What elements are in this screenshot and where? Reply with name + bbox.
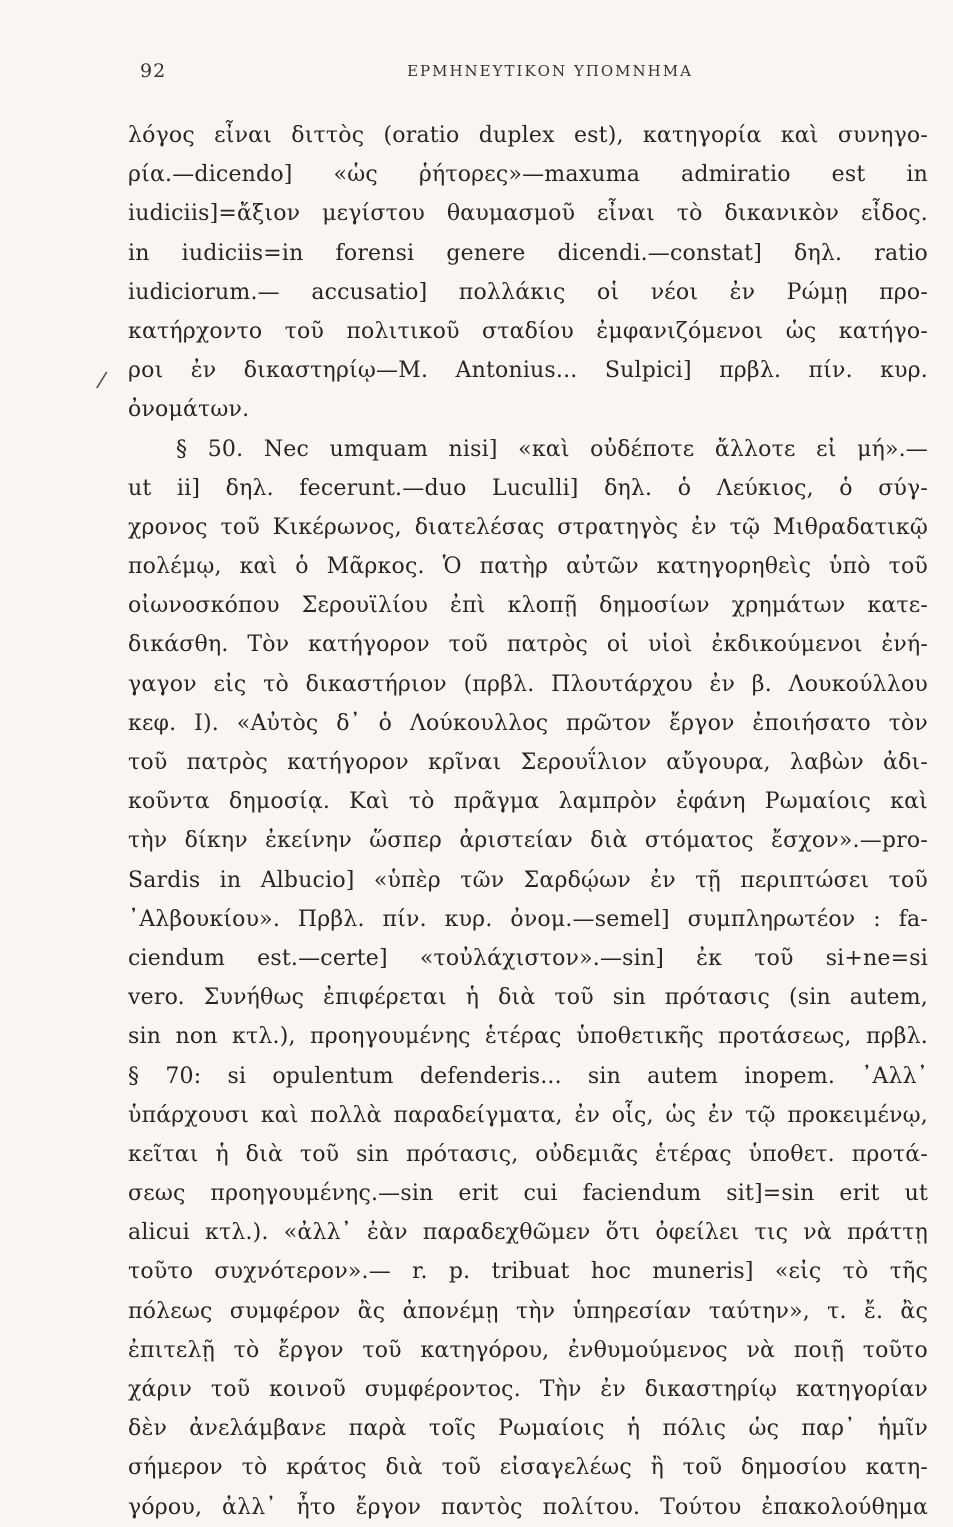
text-line: κεφ. I). «Αὐτὸς δ᾽ ὁ Λούκουλλος πρῶτον ἔργον ἐποιήσατο τὸν [128,710,928,736]
text-line: σήμερον τὸ κράτος διὰ τοῦ εἰσαγελέως ἢ τοῦ δημοσίου κατη- [128,1455,928,1481]
text-line: οἰωνοσκόπου Σερουϊλίου ἐπὶ κλοπῇ δημοσίων χρημάτων κατε- [128,593,928,619]
text-line: Sardis in Albucio] «ὑπὲρ τῶν Σαρδῴων ἐν τῇ περιπτώσει τοῦ [128,867,928,893]
text-line: πόλεως συμφέρον ἂς ἀπονέμῃ τὴν ὑπηρεσίαν ταύτην», τ. ἔ. ἂς [128,1298,928,1324]
text-line: δικάσθη. Τὸν κατήγορον τοῦ πατρὸς οἱ υἱοὶ ἐκδικούμενοι ἐνή- [128,632,928,658]
text-line: ρία.—dicendo] «ὡς ῥήτορες»—maxuma admiratio est in [128,162,928,188]
text-line: in iudiciis=in forensi genere dicendi.—constat] δηλ. ratio [128,240,928,266]
text-line: alicui κτλ.). «ἀλλ᾽ ἐὰν παραδεχθῶμεν ὅτι ὀφείλει τις νὰ πράττῃ [128,1220,928,1246]
running-title: ΕΡΜΗΝΕΥΤΙΚΟΝ ΥΠΟΜΝΗΜΑ [407,62,693,80]
text-line: γαγον εἰς τὸ δικαστήριον (πρβλ. Πλουτάρχου ἐν β. Λουκούλλου [128,671,928,697]
text-line: ροι ἐν δικαστηρίῳ—M. Antonius... Sulpici] πρβλ. πίν. κυρ. [128,358,928,384]
text-line: ciendum est.—certe] «τοὐλάχιστον».—sin] ἐκ τοῦ si+ne=si [128,945,928,971]
margin-mark: / [95,367,109,394]
text-line: γόρου, ἀλλ᾽ ἦτο ἔργον παντὸς πολίτου. Τούτου ἐπακολούθημα [128,1494,928,1520]
text-line: κατήρχοντο τοῦ πολιτικοῦ σταδίου ἐμφανιζόμενοι ὡς κατήγο- [128,318,928,344]
text-line: λόγος εἶναι διττὸς (oratio duplex est), κατηγορία καὶ συνηγο- [128,123,928,148]
text-line: κοῦντα δημοσίᾳ. Καὶ τὸ πρᾶγμα λαμπρὸν ἐφάνη Ρωμαίοις καὶ [128,789,928,815]
text-line: χάριν τοῦ κοινοῦ συμφέροντος. Τὴν ἐν δικαστηρίῳ κατηγορίαν [128,1377,928,1402]
text-line: χρονος τοῦ Κικέρωνος, διατελέσας στρατηγὸς ἐν τῷ Μιθραδατικῷ [128,514,928,540]
text-line: τοῦ πατρὸς κατήγορον κρῖναι Σερουΐλιον αὔγουρα, λαβὼν ἀδι- [128,750,928,775]
text-line: ὀνομάτων. [128,397,250,423]
page-number: 92 [140,60,167,82]
text-line: σεως προηγουμένης.—sin erit cui faciendum sit]=sin erit ut [128,1181,928,1207]
section-start-line: § 50. Nec umquam nisi] «καὶ οὐδέποτε ἄλλοτε εἰ μή».— [176,436,928,462]
text-line: vero. Συνήθως ἐπιφέρεται ἡ διὰ τοῦ sin πρότασις (sin autem, [128,985,928,1011]
text-line: πολέμῳ, καὶ ὁ Μᾶρκος. Ὁ πατὴρ αὐτῶν κατηγορηθεὶς ὑπὸ τοῦ [128,554,928,580]
text-line: ὑπάρχουσι καὶ πολλὰ παραδείγματα, ἐν οἷς, ὡς ἐν τῷ προκειμένῳ, [128,1102,928,1128]
text-line: τοῦτο συχνότερον».— r. p. tribuat hoc muneris] «εἰς τὸ τῆς [128,1259,928,1285]
text-line: τὴν δίκην ἐκείνην ὥσπερ ἀριστείαν διὰ στόματος ἔσχον».—pro- [128,828,928,854]
text-line: ἐπιτελῇ τὸ ἔργον τοῦ κατηγόρου, ἐνθυμούμενος νὰ ποιῇ τοῦτο [128,1337,928,1363]
page-header [140,60,920,90]
text-line: ut ii] δηλ. fecerunt.—duo Luculli] δηλ. ὁ Λεύκιος, ὁ σύγ- [128,475,928,501]
text-line: κεῖται ἡ διὰ τοῦ sin πρότασις, οὐδεμιᾶς ἑτέρας ὑποθετ. προτά- [128,1141,928,1167]
text-line: iudiciis]=ἄξιον μεγίστου θαυμασμοῦ εἶναι τὸ δικανικὸν εἶδος. [128,201,928,227]
text-line: § 70: si opulentum defenderis... sin autem inopem. ᾽Αλλ᾽ [128,1063,928,1089]
text-line: δὲν ἀνελάμβανε παρὰ τοῖς Ρωμαίοις ἡ πόλις ὡς παρ᾽ ἡμῖν [128,1416,928,1442]
text-line: ᾽Αλβουκίου». Πρβλ. πίν. κυρ. ὀνομ.—semel] συμπληρωτέον : fa- [128,906,928,932]
text-line: iudiciorum.— accusatio] πολλάκις οἱ νέοι ἐν Ρώμῃ προ- [128,279,928,305]
text-line: sin non κτλ.), προηγουμένης ἑτέρας ὑποθετικῆς προτάσεως, πρβλ. [128,1024,928,1050]
commentary-text [128,116,928,1527]
